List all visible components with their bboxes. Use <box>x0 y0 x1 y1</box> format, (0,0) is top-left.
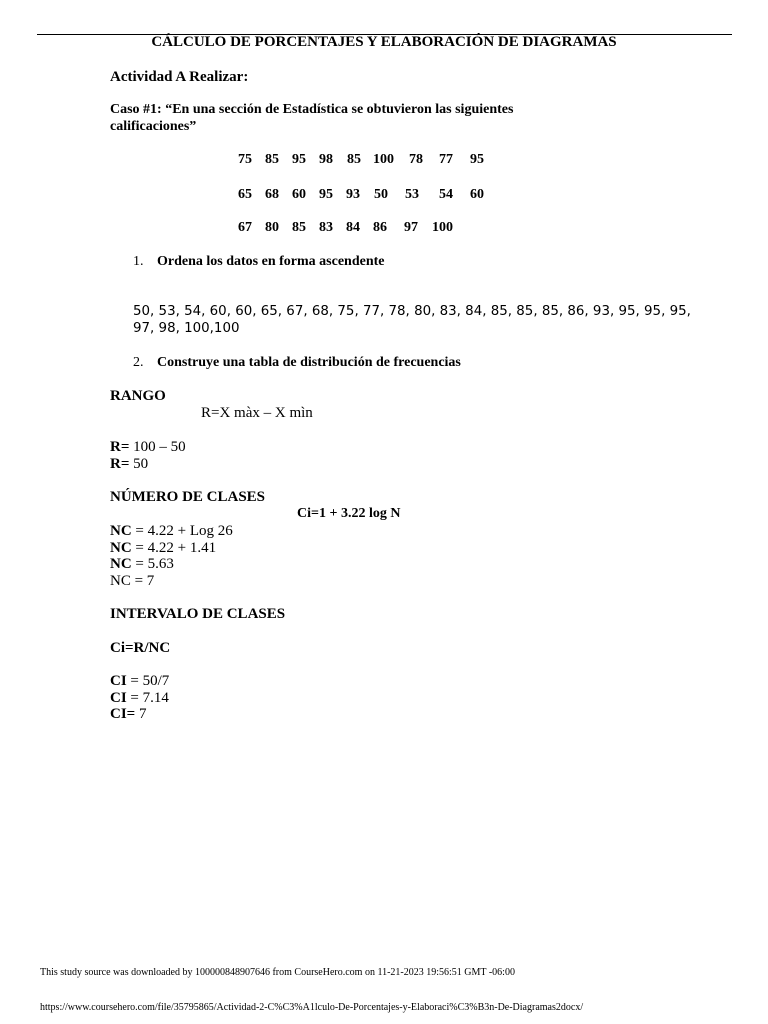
classes-label: NC <box>110 540 132 556</box>
data-cell: 65 <box>238 187 252 202</box>
range-label: R= <box>110 439 130 455</box>
interval-line-2 <box>110 690 169 707</box>
case-line-1: Caso #1: “En una sección de Estadística se obtuvieron las siguientes <box>110 102 514 117</box>
sorted-data-line-2: 97, 98, 100,100 <box>133 321 240 336</box>
range-formula: R=X màx – X mìn <box>201 405 313 421</box>
interval-value: = 50/7 <box>126 673 170 689</box>
sorted-data-line-1: 50, 53, 54, 60, 60, 65, 67, 68, 75, 77, 78, 80, 83, 84, 85, 85, 85, 86, 93, 95, 95, 95, <box>133 304 691 319</box>
interval-value: 7 <box>135 706 147 722</box>
range-line-2 <box>110 456 148 473</box>
classes-label: NC <box>110 556 132 572</box>
range-label: R= <box>110 456 130 472</box>
case-line-2: calificaciones” <box>110 119 197 134</box>
step-1-text: Ordena los datos en forma ascendente <box>157 254 385 269</box>
step-1-number: 1. <box>133 254 144 269</box>
interval-line-3 <box>110 706 146 723</box>
data-cell: 75 <box>238 152 252 167</box>
data-cell: 60 <box>470 187 484 202</box>
data-cell: 50 <box>374 187 388 202</box>
data-cell: 93 <box>346 187 360 202</box>
interval-line-1 <box>110 673 169 690</box>
step-2-number: 2. <box>133 355 144 370</box>
interval-heading: INTERVALO DE CLASES <box>110 606 286 622</box>
classes-heading: NÚMERO DE CLASES <box>110 489 266 505</box>
data-cell: 67 <box>238 220 252 235</box>
footer-source-url[interactable]: https://www.coursehero.com/file/35795865/Actividad-2-C%C3%A1lculo-De-Porcentajes-y-Elaboraci%C3%B3n-De-Diagramas2docx/ <box>40 1002 584 1013</box>
classes-label: NC <box>110 523 132 539</box>
interval-label: CI <box>110 673 127 689</box>
range-heading: RANGO <box>110 388 166 404</box>
footer-download-notice: This study source was downloaded by 100000848907646 from CourseHero.com on 11-21-2023 19:56:51 GMT -06:00 <box>40 967 515 978</box>
interval-formula: Ci=R/NC <box>110 640 171 656</box>
data-cell: 85 <box>265 152 279 167</box>
classes-line-4: NC = 7 <box>110 573 155 589</box>
data-cell: 78 <box>409 152 423 167</box>
classes-line-2 <box>110 540 216 557</box>
interval-value: = 7.14 <box>126 690 169 706</box>
data-cell: 80 <box>265 220 279 235</box>
data-cell: 100 <box>373 152 394 167</box>
data-cell: 53 <box>405 187 419 202</box>
data-cell: 95 <box>292 152 306 167</box>
data-cell: 84 <box>346 220 360 235</box>
activity-heading: Actividad A Realizar: <box>110 69 249 85</box>
data-cell: 98 <box>319 152 333 167</box>
classes-line-1 <box>110 523 233 540</box>
data-cell: 85 <box>347 152 361 167</box>
data-cell: 85 <box>292 220 306 235</box>
classes-value: = 4.22 + 1.41 <box>131 540 217 556</box>
data-cell: 95 <box>319 187 333 202</box>
step-2-text: Construye una tabla de distribución de frecuencias <box>157 355 461 370</box>
data-cell: 68 <box>265 187 279 202</box>
data-cell: 100 <box>432 220 453 235</box>
interval-label: CI= <box>110 706 136 722</box>
data-cell: 54 <box>439 187 453 202</box>
data-cell: 77 <box>439 152 453 167</box>
data-cell: 86 <box>373 220 387 235</box>
classes-formula: Ci=1 + 3.22 log N <box>297 506 401 521</box>
classes-value: = 4.22 + Log 26 <box>131 523 233 539</box>
range-value: 100 – 50 <box>129 439 186 455</box>
document-title: CÁLCULO DE PORCENTAJES Y ELABORACIÓN DE DIAGRAMAS <box>151 34 617 50</box>
range-line-1 <box>110 439 186 456</box>
data-cell: 97 <box>404 220 418 235</box>
data-cell: 60 <box>292 187 306 202</box>
range-value: 50 <box>129 456 149 472</box>
interval-label: CI <box>110 690 127 706</box>
data-cell: 95 <box>470 152 484 167</box>
data-cell: 83 <box>319 220 333 235</box>
classes-line-3 <box>110 556 174 573</box>
classes-value: = 5.63 <box>131 556 174 572</box>
